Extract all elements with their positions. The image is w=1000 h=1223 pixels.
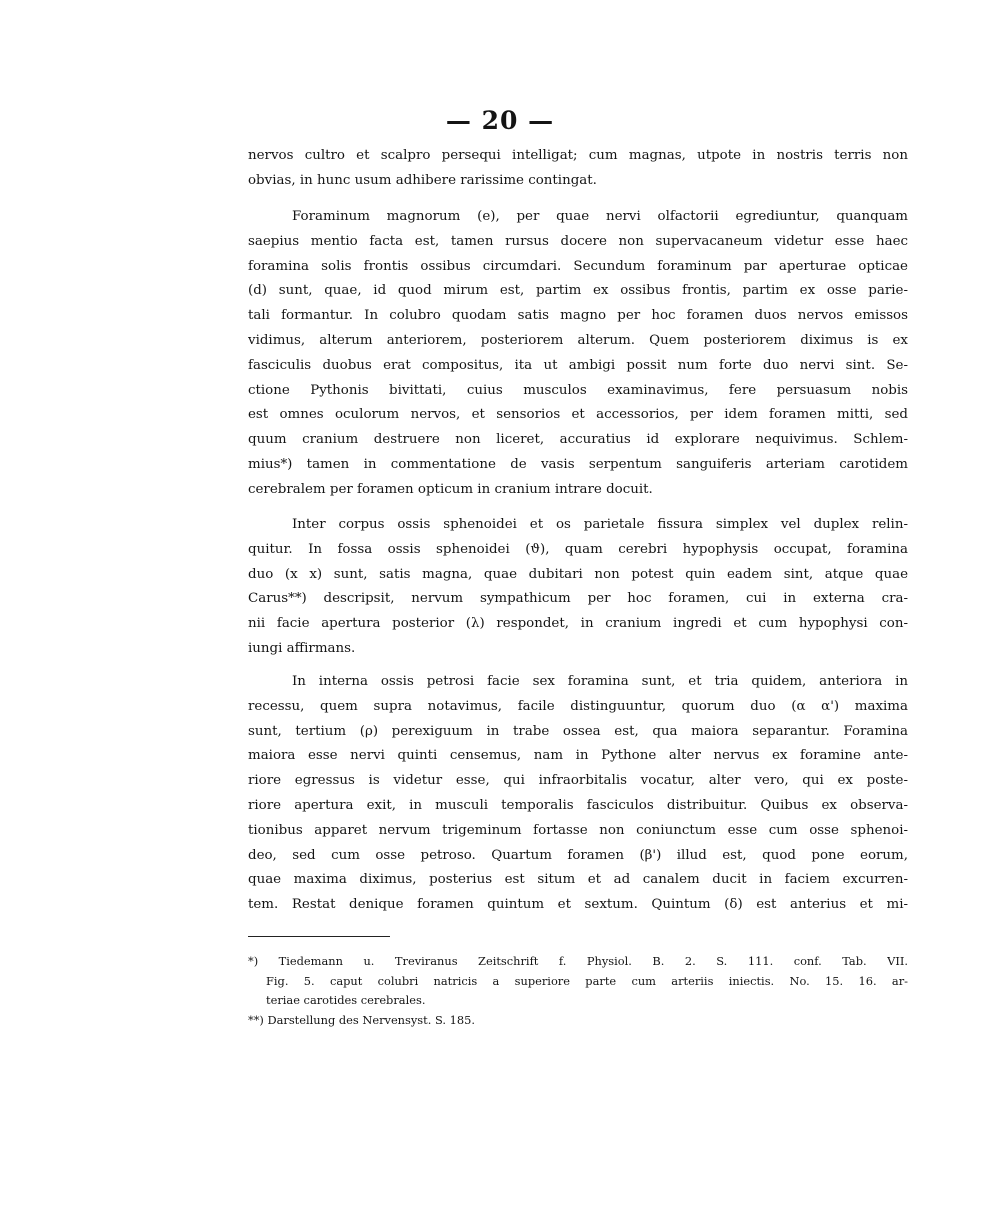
text-line: maiora esse nervi quinti censemus, nam in Pythone alter nervus ex foramine ante- bbox=[248, 748, 908, 764]
paragraph-sphenoid bbox=[248, 513, 908, 662]
text-line: foramina solis frontis ossibus circumdari. Secundum foraminum par aperturae opticae bbox=[248, 258, 908, 274]
text-line: tali formantur. In colubro quodam satis magno per hoc foramen duos nervos emissos bbox=[248, 308, 908, 324]
text-line: cerebralem per foramen opticum in cranium intrare docuit. bbox=[248, 481, 653, 497]
footnote-line: *) Tiedemann u. Treviranus Zeitschrift f. Physiol. B. 2. S. 111. conf. Tab. VII. bbox=[248, 954, 908, 968]
text-line: In interna ossis petrosi facie sex foramina sunt, et tria quidem, anteriora in bbox=[292, 674, 908, 689]
text-line: recessu, quem supra notavimus, facile distinguuntur, quorum duo (α α') maxima bbox=[248, 698, 908, 714]
text-line: deo, sed cum osse petroso. Quartum foramen (β') illud est, quod pone eorum, bbox=[248, 847, 908, 863]
text-line: Inter corpus ossis sphenoidei et os parietale fissura simplex vel duplex relin- bbox=[292, 517, 908, 532]
text-line: nervos cultro et scalpro persequi intelligat; cum magnas, utpote in nostris terris non bbox=[248, 148, 908, 163]
text-line: mius*) tamen in commentatione de vasis serpentum sanguiferis arteriam carotidem bbox=[248, 456, 908, 472]
text-line: riore apertura exit, in musculi temporalis fasciculos distribuitur. Quibus ex observa- bbox=[248, 797, 908, 813]
paragraph-petrous bbox=[248, 670, 908, 918]
text-line: Foraminum magnorum (e), per quae nervi olfactorii egrediuntur, quanquam bbox=[292, 209, 908, 224]
text-line: Carus**) descripsit, nervum sympathicum per hoc foramen, cui in externa cra- bbox=[248, 591, 908, 607]
text-line: duo (x x) sunt, satis magna, quae dubitari non potest quin eadem sint, atque quae bbox=[248, 566, 908, 582]
paragraph-foramina-magna bbox=[248, 205, 908, 503]
continuation-paragraph bbox=[248, 144, 908, 194]
footnote-separator bbox=[248, 936, 390, 937]
text-line: (d) sunt, quae, id quod mirum est, partim ex ossibus frontis, partim ex osse parie- bbox=[248, 283, 908, 299]
text-line: tem. Restat denique foramen quintum et sextum. Quintum (δ) est anterius et mi- bbox=[248, 897, 908, 913]
text-line: quae maxima diximus, posterius est situm et ad canalem ducit in faciem excurren- bbox=[248, 872, 908, 888]
text-line: tionibus apparet nervum trigeminum fortasse non coniunctum esse cum osse sphenoi- bbox=[248, 822, 908, 838]
footnote-line: teriae carotides cerebrales. bbox=[266, 993, 426, 1008]
text-line: quitur. In fossa ossis sphenoidei (ϑ), quam cerebri hypophysis occupat, foramina bbox=[248, 541, 908, 557]
page-number-header: — 20 — bbox=[445, 106, 555, 135]
text-line: ctione Pythonis bivittati, cuius musculos examinavimus, fere persuasum nobis bbox=[248, 382, 908, 398]
text-line: obvias, in hunc usum adhibere rarissime contingat. bbox=[248, 172, 597, 188]
text-line: riore egressus is videtur esse, qui infraorbitalis vocatur, alter vero, qui ex poste- bbox=[248, 773, 908, 789]
text-line: saepius mentio facta est, tamen rursus docere non supervacaneum videtur esse haec bbox=[248, 233, 908, 249]
footnote-line: **) Darstellung des Nervensyst. S. 185. bbox=[248, 1012, 475, 1027]
footnote-line: Fig. 5. caput colubri natricis a superiore parte cum arteriis iniectis. No. 15. 16. ar- bbox=[266, 973, 908, 988]
text-line: nii facie apertura posterior (λ) respondet, in cranium ingredi et cum hypophysi con- bbox=[248, 616, 908, 632]
text-line: fasciculis duobus erat compositus, ita ut ambigi possit num forte duo nervi sint. Se- bbox=[248, 357, 908, 373]
footnotes bbox=[248, 952, 908, 1030]
text-line: quum cranium destruere non liceret, accuratius id explorare nequivimus. Schlem- bbox=[248, 432, 908, 448]
text-line: sunt, tertium (ρ) perexiguum in trabe ossea est, qua maiora separantur. Foramina bbox=[248, 723, 908, 739]
text-line: est omnes oculorum nervos, et sensorios et accessorios, per idem foramen mitti, sed bbox=[248, 407, 908, 423]
text-line: iungi affirmans. bbox=[248, 640, 356, 656]
text-line: vidimus, alterum anteriorem, posteriorem alterum. Quem posteriorem diximus is ex bbox=[248, 332, 908, 348]
